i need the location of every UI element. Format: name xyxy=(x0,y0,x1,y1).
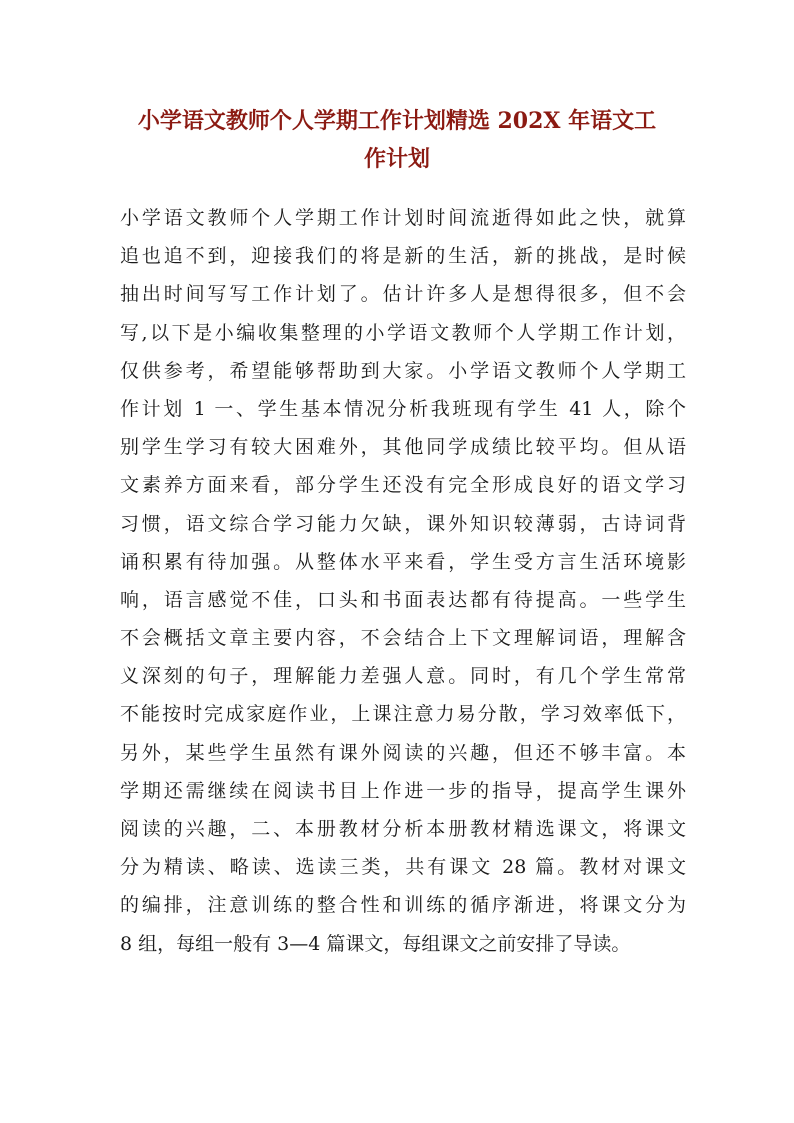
body-line: 响，语言感觉不佳，口头和书面表达都有待提高。一些学生 xyxy=(120,588,686,611)
body-line: 小学语文教师个人学期工作计划时间流逝得如此之快，就算 xyxy=(120,207,686,229)
body-line: 仅供参考，希望能够帮助到大家。小学语文教师个人学期工 xyxy=(120,359,686,382)
body-line: 分为精读、略读、选读三类，共有课文 28 篇。教材对课文 xyxy=(120,856,686,879)
body-line: 不能按时完成家庭作业，上课注意力易分散，学习效率低下， xyxy=(120,703,686,726)
body-line: 的编排，注意训练的整合性和训练的循序渐进，将课文分为 xyxy=(120,894,686,917)
body-line: 8 组，每组一般有 3—4 篇课文，每组课文之前安排了导读。 xyxy=(120,932,631,955)
title-line: 小学语文教师个人学期工作计划精选 202X 年语文工 xyxy=(137,108,657,134)
body-line: 诵积累有待加强。从整体水平来看，学生受方言生活环境影 xyxy=(120,550,686,573)
body-line: 学期还需继续在阅读书目上作进一步的指导，提高学生课外 xyxy=(120,779,686,802)
body-line: 义深刻的句子，理解能力差强人意。同时，有几个学生常常 xyxy=(120,665,686,688)
body-line: 写,以下是小编收集整理的小学语文教师个人学期工作计划， xyxy=(120,321,686,344)
document-title xyxy=(100,102,694,178)
body-line: 习惯，语文综合学习能力欠缺，课外知识较薄弱，古诗词背 xyxy=(120,512,686,535)
body-line: 别学生学习有较大困难外，其他同学成绩比较平均。但从语 xyxy=(120,436,686,459)
body-line: 追也追不到，迎接我们的将是新的生活，新的挑战，是时候 xyxy=(120,245,686,268)
body-line: 作计划 1 一、学生基本情况分析我班现有学生 41 人，除个 xyxy=(120,397,686,420)
body-line: 文素养方面来看，部分学生还没有完全形成良好的语文学习 xyxy=(120,474,686,497)
body-line: 另外，某些学生虽然有课外阅读的兴趣，但还不够丰富。本 xyxy=(120,741,686,764)
body-line: 阅读的兴趣，二、本册教材分析本册教材精选课文，将课文 xyxy=(120,818,686,840)
body-line: 不会概括文章主要内容，不会结合上下文理解词语，理解含 xyxy=(120,627,686,650)
body-line: 抽出时间写写工作计划了。估计许多人是想得很多，但不会 xyxy=(120,283,686,306)
document-body xyxy=(120,199,686,963)
title-line: 作计划 xyxy=(363,146,430,172)
